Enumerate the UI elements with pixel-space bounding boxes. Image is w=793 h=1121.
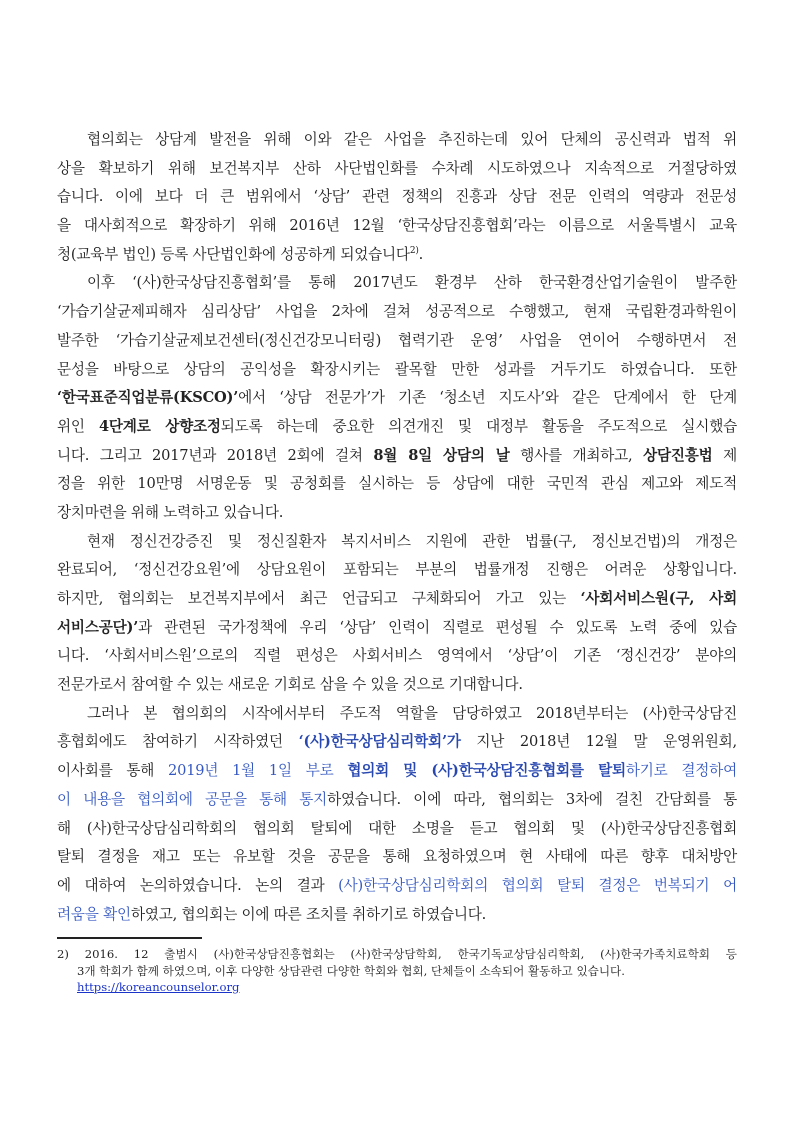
text-segment: 정을 위한 10만명 서명운동 및 공청회를 실시하는 등 상담에 대한 국민적 관심 제고와 제도적 [57,475,737,493]
emphasized-text: 8월 8일 상담의 날 [373,446,510,464]
text-segment: 지난 2018년 12월 말 운영위원회, [460,733,737,751]
text-segment: 하지만, 협의회는 보건복지부에서 최근 언급되고 구체화되어 가고 있는 [57,590,581,607]
text-segment: 청(교육부 법인) 등록 사단법인화에 성공하게 되었습니다 [57,245,410,263]
text-line [57,642,737,671]
text-segment: 장치마련을 위해 노력하고 있습니다. [57,503,284,521]
text-segment: 협의회는 상담계 발전을 위해 이와 같은 사업을 추진하는데 있어 단체의 공신력과 법적 위 [87,131,737,148]
footnote-line [57,946,737,963]
footnote [57,946,737,996]
emphasized-text: 상담진흥법 [643,446,713,464]
text-segment: 전문가로서 참여할 수 있는 새로운 기회로 삼을 수 있을 것으로 기대합니다. [57,676,523,694]
paragraph [57,126,737,269]
emphasized-text: 서비스공단)’ [57,618,139,636]
footnote-text: 2016. 12 출범시 (사)한국상담진흥협회는 (사)한국상담학회, 한국기독교상담심리학회, (사)한국가족치료학회 등 [84,947,738,961]
text-line [57,183,737,212]
text-segment: 에 대하여 논의하였습니다. 논의 결과 [57,876,339,894]
text-segment: 에서 ‘상담 전문가’가 기존 ‘청소년 지도사’와 같은 단계에서 한 단계 [238,389,737,407]
text-line [57,786,737,815]
emphasized-text: 2019년 1월 1일 부로 [168,762,348,780]
text-segment: ‘가습기살균제피해자 심리상담’ 사업을 2차에 걸쳐 성공적으로 수행했고, 현재 국립환경과학원이 [57,303,737,321]
paragraph [57,700,737,930]
text-line [57,872,737,901]
text-line [57,815,737,844]
emphasized-text: 하기로 결정하여 [625,762,737,780]
emphasized-text: 이 내용을 협의회에 공문을 통해 통지 [57,790,328,808]
text-line [57,356,737,385]
text-line [57,757,737,786]
text-segment: 탈퇴 결정을 재고 또는 유보할 것을 공문을 통해 요청하였으며 현 사태에 따른 향후 대처방안 [57,848,737,866]
text-segment: 습니다. 이에 보다 더 큰 범위에서 ‘상담’ 관련 정책의 진흥과 상담 전문 인력의 역량과 전문성 [57,188,737,206]
text-line [57,327,737,356]
emphasized-text: 려움을 확인 [57,905,131,923]
text-line [57,384,737,413]
text-segment: 이후 ‘(사)한국상담진흥협회’를 통해 2017년도 환경부 산하 한국환경산업기술원이 발주한 [87,274,737,292]
emphasized-text: 협의회 및 (사)한국상담진흥협회를 탈퇴 [347,762,626,780]
text-line [57,442,737,471]
emphasized-text: (사)한국상담심리학회의 협의회 탈퇴 결정은 번복되기 어 [338,876,737,894]
text-line [57,700,737,729]
text-segment: 제 [712,446,738,464]
text-line [57,499,737,528]
text-line [57,614,737,643]
text-segment: 니다. ‘사회서비스원’으로의 직렬 편성은 사회서비스 영역에서 ‘상담’이 기존 ‘정신건강’ 분야의 [57,647,737,665]
text-line [57,126,737,155]
text-line [57,241,737,270]
footnote-line: 3개 학회가 함께 하였으며, 이후 다양한 상담관련 다양한 학회와 협회, 단체들이 소속되어 활동하고 있습니다. [77,963,625,978]
text-segment: 문성을 바탕으로 상담의 공익성을 확장시키는 괄목할 만한 성과를 거두기도 하였습니다. 또한 [57,360,737,378]
text-segment: 상을 확보하기 위해 보건복지부 산하 사단법인화를 수차례 시도하였으나 지속적으로 거절당하였 [57,159,737,177]
text-line [57,155,737,184]
text-segment: . [418,245,424,263]
text-segment: 완료되어, ‘정신건강요원’에 상담요원이 포함되는 부분의 법률개정 진행은 어려운 상황입니다. [57,561,737,579]
paragraph [57,528,737,700]
text-segment: 행사를 개최하고, [509,446,644,464]
text-line [57,556,737,585]
text-segment: 해 (사)한국상담심리학회의 협의회 탈퇴에 대한 소명을 듣고 협의회 및 (사)한국상담진흥협회 [57,819,737,837]
emphasized-text: ‘한국표준직업분류(KSCO)’ [57,389,239,407]
footnote-link[interactable]: https://koreancounselor.org [77,980,240,994]
text-segment: 현재 정신건강증진 및 정신질환자 복지서비스 지원에 관한 법률(구, 정신보건법)의 개정은 [87,532,737,550]
text-segment: 과 관련된 국가정책에 우리 ‘상담’ 인력이 직렬로 편성될 수 있도록 노력 중에 있습 [138,618,737,636]
text-segment: 을 대사회적으로 확장하기 위해 2016년 12월 ‘한국상담진흥협회’라는 이름으로 서울특별시 교육 [57,217,737,235]
footnote-divider [57,937,202,939]
text-line [57,671,737,700]
text-segment: 되도록 하는데 중요한 의견개진 및 대정부 활동을 주도적으로 실시했습 [220,417,737,435]
text-line [57,728,737,757]
text-line [57,269,737,298]
text-segment: 하였고, 협의회는 이에 따른 조치를 취하기로 하였습니다. [130,905,487,923]
paragraph [57,269,737,527]
text-line [57,413,737,442]
text-segment: 하였습니다. 이에 따라, 협의회는 3차에 걸친 간담회를 통 [327,790,737,808]
text-segment: 이사회를 통해 [57,762,169,780]
footnote-ref: 2) [409,245,419,256]
text-segment: 그러나 본 협의회의 시작에서부터 주도적 역할을 담당하였고 2018년부터는 (사)한국상담진 [87,704,737,722]
text-line [57,585,737,614]
text-segment: 위인 [57,417,99,435]
body-text [57,126,737,929]
text-line [57,470,737,499]
emphasized-text: 4단계로 상향조정 [98,417,221,435]
text-segment: 니다. 그리고 2017년과 2018년 2회에 걸쳐 [57,446,374,464]
footnote-marker: 2) [57,947,69,961]
text-line [57,528,737,557]
text-line [57,212,737,241]
text-segment: 발주한 ‘가습기살균제보건센터(정신건강모니터링) 협력기관 운영’ 사업을 연이어 수행하면서 전 [57,331,737,349]
text-line [57,901,737,930]
text-line [57,298,737,327]
text-segment: 흥협회에도 참여하기 시작하였던 [57,733,299,751]
emphasized-text: ‘(사)한국상담심리학회’가 [298,733,461,751]
text-line [57,843,737,872]
emphasized-text: ‘사회서비스원(구, 사회 [580,590,737,607]
